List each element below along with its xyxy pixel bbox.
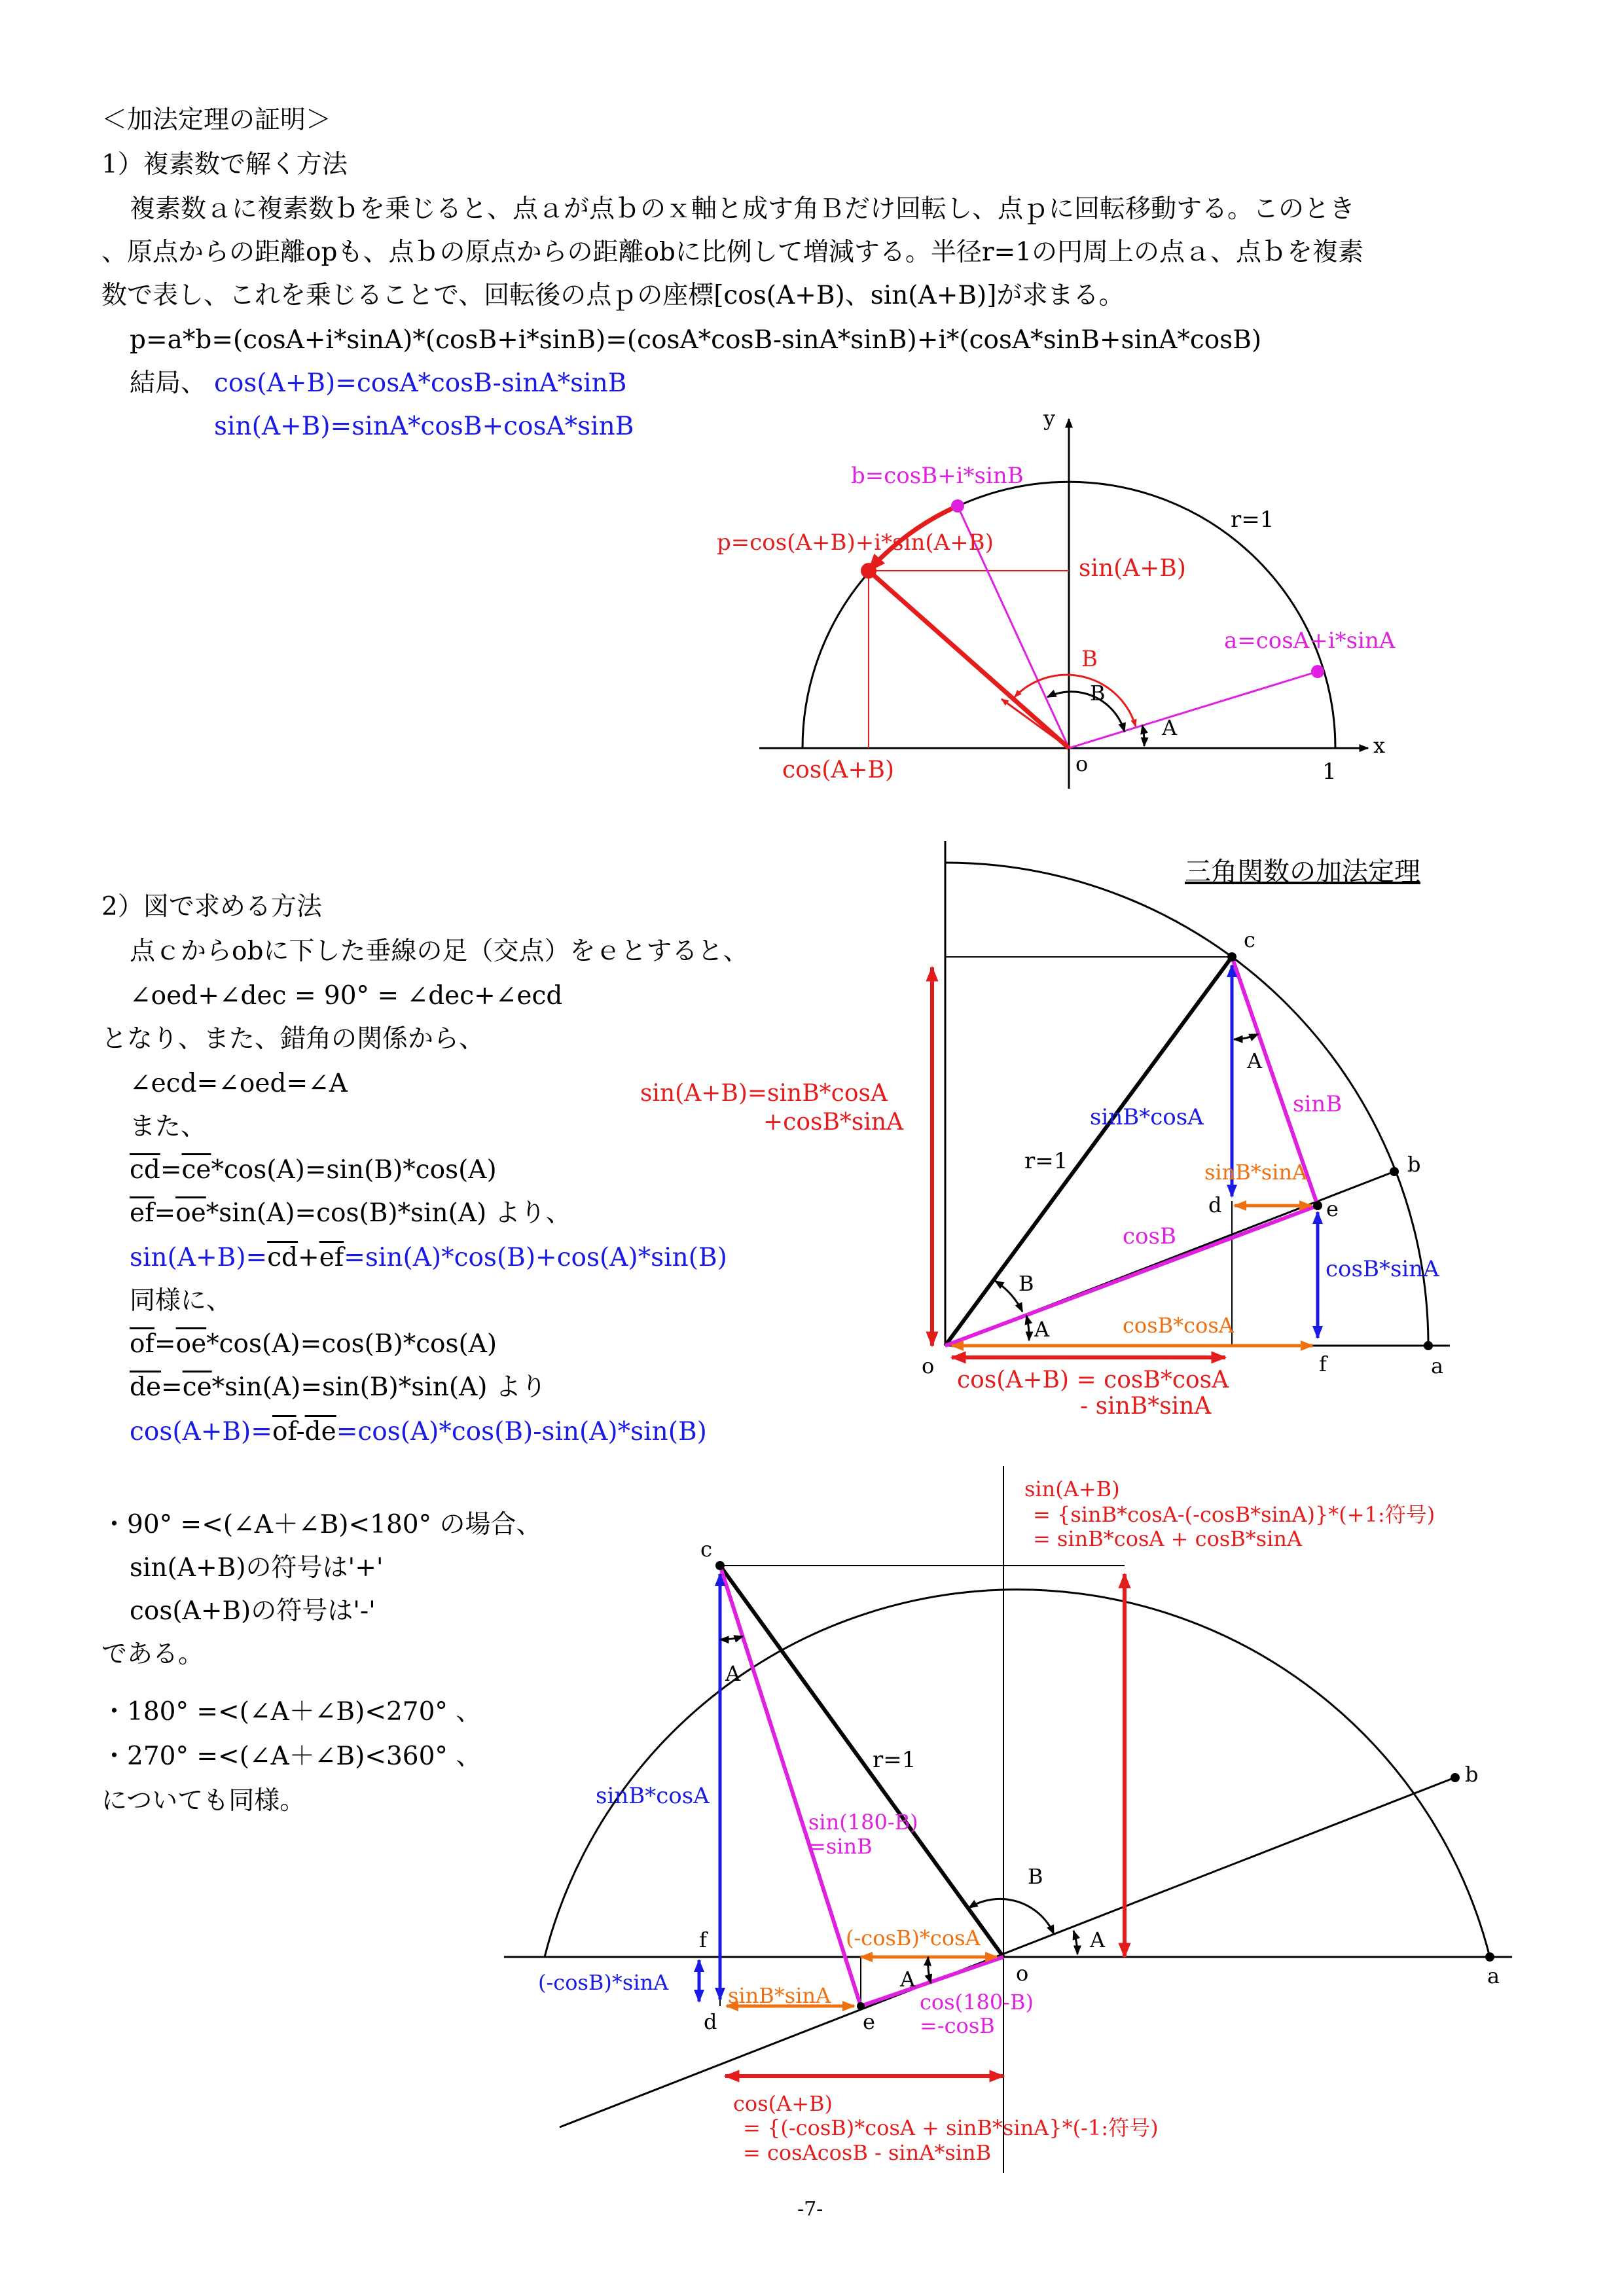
- label-cosB-cosA: cosB*cosA: [1123, 1313, 1234, 1338]
- section1-paragraph-line2: 、原点からの距離opも、点ｂの原点からの距離obに比例して増減する。半径r=1の円周上の点ａ、点ｂを複素: [101, 238, 1364, 267]
- angle-A-arc: [1142, 725, 1144, 746]
- section2-line3: となり、また、錯角の関係から、: [101, 1024, 485, 1054]
- angle-A-label: A: [1162, 715, 1178, 740]
- label-b: b: [1407, 1152, 1421, 1177]
- section2-line11: $\overline{de}=\overline{ce}*\sin(A)=\sin(B)*\sin(A)$ より: [130, 1372, 547, 1402]
- y-axis-label: y: [1043, 406, 1056, 431]
- section3-line3: cos(A+B)の符号は'-': [130, 1596, 376, 1626]
- label-B: B: [1028, 1864, 1043, 1889]
- label-c: c: [1244, 927, 1255, 952]
- section3-line6: ・270° =<(∠A＋∠B)<360° 、: [101, 1742, 482, 1771]
- point-b: [951, 499, 964, 512]
- label-sinB: sinB: [1293, 1091, 1343, 1117]
- page-number: -7-: [797, 2198, 823, 2221]
- angle-A-arc-top: [1234, 1034, 1258, 1039]
- point-b: [1390, 1167, 1399, 1176]
- cos-sum-formula-line1: cos(A+B): [733, 2091, 833, 2116]
- vector-oa: [1069, 672, 1318, 748]
- label-A-top: A: [1247, 1049, 1263, 1073]
- x-axis-label: x: [1373, 733, 1386, 758]
- sin-sum-formula-line2: +cosB*sinA: [763, 1109, 904, 1136]
- label-a: a: [1431, 1354, 1444, 1378]
- label-cosB: cosB: [1123, 1223, 1176, 1249]
- label-e: e: [863, 2009, 875, 2034]
- point-c: [715, 1561, 725, 1570]
- extended-ob-line: [560, 1777, 1456, 2127]
- label-sin180-B-value: =sinB: [808, 1834, 873, 1859]
- cos-sum-formula-line2: = {(-cosB)*cosA + sinB*sinA}*(-1:符号): [743, 2115, 1159, 2140]
- sin-label: sin(A+B): [1079, 555, 1186, 582]
- ce-line: [720, 1566, 861, 2006]
- label-ncosB-sinA: (-cosB)*sinA: [538, 1970, 669, 1995]
- origin-label: o: [1075, 751, 1089, 776]
- radius-label: r=1: [1231, 507, 1274, 533]
- section2-heading: 2）図で求める方法: [101, 892, 322, 922]
- section2-line4: ∠ecd=∠oed=∠A: [130, 1069, 348, 1098]
- section3-line4: である。: [101, 1640, 204, 1669]
- point-a-label: a=cosA+i*sinA: [1224, 628, 1396, 654]
- label-cos180-B: cos(180-B): [920, 1990, 1034, 2015]
- page-title: ＜加法定理の証明＞: [101, 105, 332, 135]
- label-o: o: [1016, 1961, 1029, 1986]
- point-b: [1451, 1773, 1460, 1782]
- point-b-label: b=cosB+i*sinB: [851, 463, 1024, 489]
- point-a: [1311, 665, 1324, 678]
- label-f: f: [699, 1928, 707, 1952]
- cos-sum-formula-line3: = cosAcosB - sinA*sinB: [743, 2140, 992, 2165]
- label-A-left: A: [900, 1967, 916, 1992]
- section1-paragraph-line1: 複素数ａに複素数ｂを乗じると、点ａが点ｂのｘ軸と成す角Ｂだけ回転し、点ｐに回転移動する。このとき: [130, 194, 1356, 224]
- complex-product-equation: p=a*b=(cosA+i*sinA)*(cosB+i*sinB)=(cosA*cosB-sinA*sinB)+i*(cosA*sinB+sinA*cosB): [130, 325, 1262, 355]
- label-A-bottom: A: [1034, 1317, 1050, 1342]
- result-prefix: 結局、: [130, 368, 207, 398]
- point-p-label: p=cos(A+B)+i*sin(A+B): [717, 529, 994, 556]
- label-d: d: [704, 2009, 717, 2034]
- section2-line1: 点ｃからobに下した垂線の足（交点）をｅとすると、: [130, 937, 749, 966]
- cos-sum-formula-line2: - sinB*sinA: [1080, 1393, 1212, 1420]
- section2-sin-result: $\sin(A+B)=\overline{cd}+\overline{ef}=\sin(A)*\cos(B)+\cos(A)*\sin(B)$: [130, 1243, 727, 1272]
- label-sinB-sinA: sinB*sinA: [1204, 1160, 1308, 1185]
- oc-line: [720, 1566, 1003, 1957]
- vector-oa-rotated-arrow: [1001, 699, 1069, 748]
- figure-obtuse-case: [504, 1466, 1512, 2173]
- oc-line: [945, 957, 1232, 1346]
- label-a: a: [1487, 1964, 1500, 1988]
- label-sinB-cosA: sinB*cosA: [596, 1783, 710, 1809]
- cos-sum-formula-line1: cos(A+B) = cosB*cosA: [957, 1367, 1229, 1393]
- point-p: [861, 563, 876, 579]
- angle-A-arc-left: [928, 1957, 931, 1983]
- unit-label: 1: [1322, 759, 1337, 785]
- point-c: [1227, 952, 1236, 961]
- label-o: o: [922, 1354, 935, 1378]
- label-sinB-sinA: sinB*sinA: [728, 1983, 831, 2008]
- sin-sum-formula-line3: = sinB*cosA + cosB*sinA: [1033, 1526, 1303, 1551]
- result-sin-formula: sin(A+B)=sinA*cosB+cosA*sinB: [214, 412, 634, 441]
- label-d: d: [1208, 1193, 1222, 1217]
- sin-sum-formula-line2: = {sinB*cosA-(-cosB*sinA)}*(+1:符号): [1033, 1502, 1435, 1527]
- section3-line2: sin(A+B)の符号は'+': [130, 1553, 384, 1583]
- cos-label: cos(A+B): [782, 757, 895, 783]
- section3-line7: についても同様。: [101, 1786, 306, 1816]
- section3-line5: ・180° =<(∠A＋∠B)<270° 、: [101, 1697, 482, 1727]
- section2-line6: $\overline{cd}=\overline{ce}*\cos(A)=\sin(B)*\cos(A)$: [130, 1155, 497, 1185]
- section2-line7: $\overline{ef}=\overline{oe}*\sin(A)=\cos(B)*\sin(A)$ より、: [130, 1198, 571, 1228]
- section2-line9: 同様に、: [130, 1286, 232, 1316]
- label-A-right: A: [1090, 1928, 1106, 1952]
- figure2-title: 三角関数の加法定理: [1185, 857, 1420, 887]
- sin-sum-formula-line1: sin(A+B): [1024, 1477, 1120, 1501]
- angle-A-arc-top: [720, 1636, 743, 1640]
- label-radius: r=1: [873, 1747, 916, 1773]
- section1-paragraph-line3: 数で表し、これを乗じることで、回転後の点ｐの座標[cos(A+B)、sin(A+B)]が求まる。: [101, 281, 1125, 310]
- section2-cos-result: $\cos(A+B)=\overline{of}-\overline{de}=\cos(A)*\cos(B)-\sin(A)*\sin(B)$: [130, 1417, 707, 1446]
- sin-sum-formula-line1: sin(A+B)=sinB*cosA: [640, 1080, 888, 1107]
- angle-B-label-black: B: [1090, 681, 1106, 706]
- point-a: [1424, 1341, 1433, 1350]
- label-b: b: [1465, 1762, 1479, 1787]
- angle-A-arc-right: [1074, 1931, 1077, 1954]
- point-e: [1313, 1201, 1322, 1210]
- section2-line10: $\overline{of}=\overline{oe}*\cos(A)=\cos(B)*\cos(A)$: [130, 1329, 497, 1359]
- result-cos-formula: cos(A+B)=cosA*cosB-sinA*sinB: [214, 368, 627, 398]
- section2-line5: また、: [130, 1112, 207, 1141]
- label-B: B: [1019, 1271, 1034, 1296]
- angle-A-arc-bottom: [1026, 1316, 1029, 1340]
- point-a: [1485, 1952, 1494, 1962]
- figure-addition-theorem: [640, 841, 1450, 1420]
- label-f: f: [1319, 1352, 1327, 1376]
- label-ncosB-cosA: (-cosB)*cosA: [846, 1926, 981, 1950]
- section2-line2: ∠oed+∠dec = 90° = ∠dec+∠ecd: [130, 981, 563, 1011]
- label-e: e: [1326, 1196, 1339, 1221]
- angle-B-label-red: B: [1081, 646, 1098, 672]
- label-cos180-B-value: =-cosB: [920, 2013, 995, 2038]
- figure-complex-rotation: [717, 406, 1396, 789]
- label-cosB-sinA: cosB*sinA: [1326, 1256, 1439, 1282]
- label-c: c: [700, 1537, 712, 1562]
- label-sinB-cosA: sinB*cosA: [1090, 1104, 1204, 1130]
- label-A-top: A: [725, 1661, 741, 1686]
- label-radius: r=1: [1024, 1148, 1068, 1174]
- label-sin180-B: sin(180-B): [808, 1810, 918, 1835]
- section1-heading: 1）複素数で解く方法: [101, 150, 348, 179]
- section3-line1: ・90° =<(∠A＋∠B)<180° の場合、: [101, 1510, 542, 1539]
- vector-op: [869, 571, 1069, 748]
